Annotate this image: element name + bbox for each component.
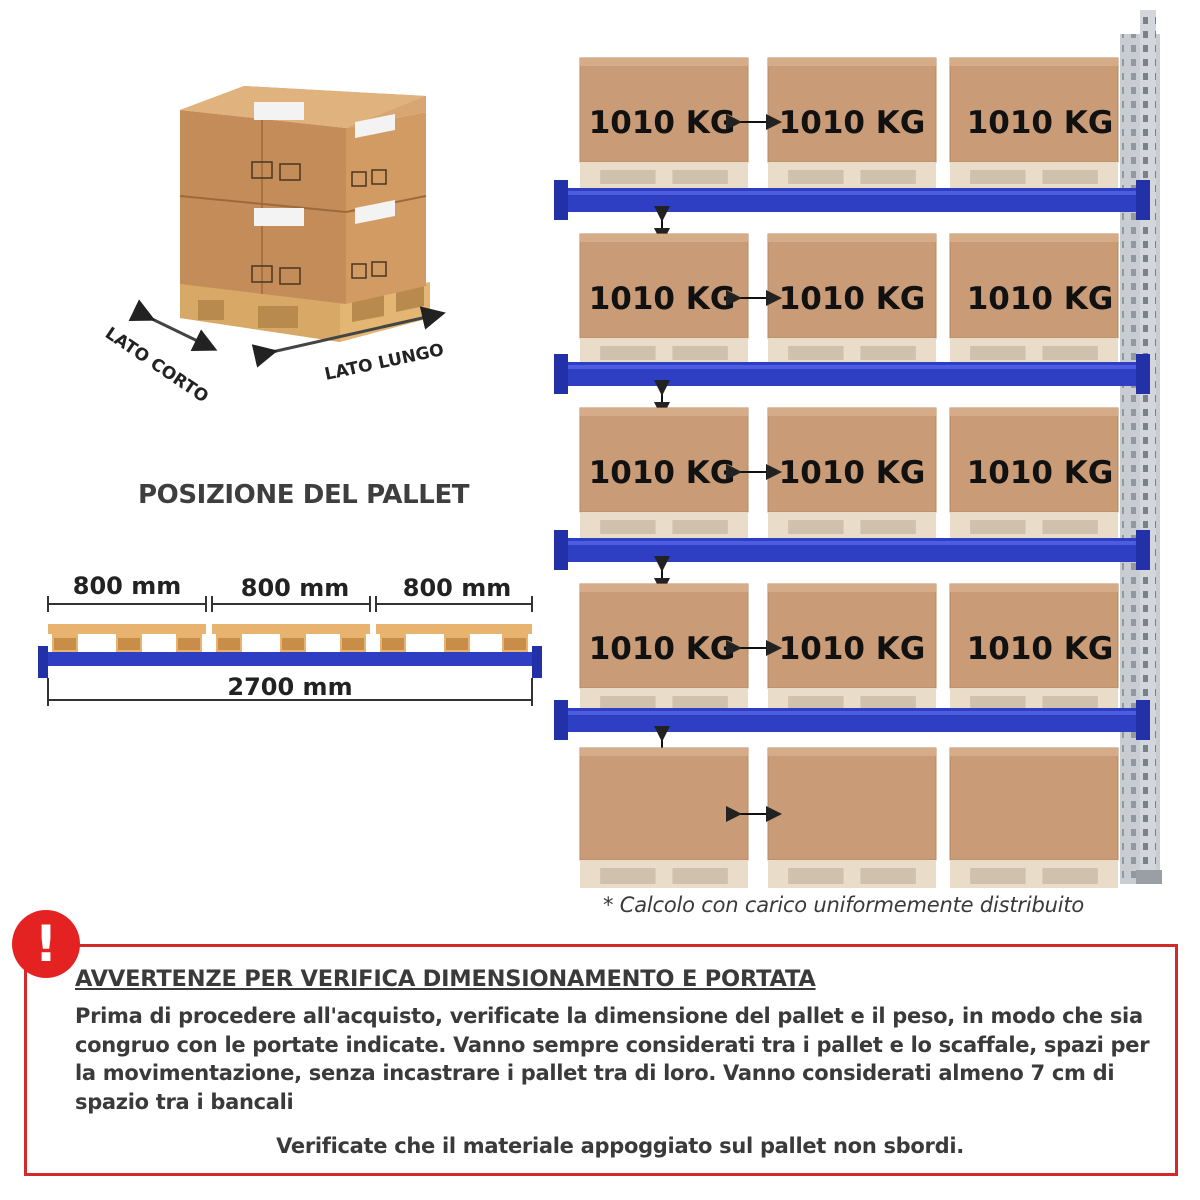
load-label: 1010 KG <box>966 631 1114 667</box>
beam-length-label: 2700 mm <box>227 673 353 701</box>
carton-box <box>580 748 748 860</box>
load-label: 1010 KG <box>588 105 736 141</box>
slot-width-label: 800 mm <box>72 572 182 600</box>
rack-level <box>580 58 1118 188</box>
load-label: 1010 KG <box>966 105 1114 141</box>
short-side-arrow <box>150 318 212 348</box>
carton-box <box>768 748 936 860</box>
carton-box <box>950 748 1118 860</box>
load-label: 1010 KG <box>588 631 736 667</box>
slot-width-label: 800 mm <box>240 574 350 602</box>
load-label: 1010 KG <box>778 105 926 141</box>
pallet-position-diagram <box>38 572 542 706</box>
slot-width-label: 800 mm <box>402 574 512 602</box>
load-label: 1010 KG <box>778 631 926 667</box>
rack <box>1120 10 1162 884</box>
load-label: 1010 KG <box>966 455 1114 491</box>
rack-level <box>580 748 1118 888</box>
warning-title: AVVERTENZE PER VERIFICA DIMENSIONAMENTO E PORTATA <box>75 966 816 992</box>
beam <box>38 652 542 666</box>
rack-level <box>580 584 1118 714</box>
exclamation-icon: ! <box>12 910 80 978</box>
warning-body: Prima di procedere all'acquisto, verificate la dimensione del pallet e il peso, in modo che sia congruo con le portate indicate. Vanno sempre considerati tra i pallet e lo scaffale, spazi per la movimentazione, senza incastrare i pallet tra di loro. Vanno considerati almeno 7 cm di spazio tra i bancali <box>75 1004 1150 1114</box>
pallet-with-boxes <box>101 86 445 407</box>
load-note: * Calcolo con carico uniformemente distribuito <box>603 893 1085 917</box>
load-label: 1010 KG <box>588 455 736 491</box>
load-label: 1010 KG <box>966 281 1114 317</box>
load-label: 1010 KG <box>778 455 926 491</box>
warning-footer: Verificate che il materiale appoggiato sul pallet non sbordi. <box>276 1134 964 1158</box>
pallet-position-title: POSIZIONE DEL PALLET <box>138 480 470 510</box>
long-side-label: LATO LUNGO <box>322 340 446 385</box>
rack-level <box>580 408 1118 538</box>
short-side-label: LATO CORTO <box>101 323 212 408</box>
load-label: 1010 KG <box>778 281 926 317</box>
load-label: 1010 KG <box>588 281 736 317</box>
rack-level <box>580 234 1118 364</box>
